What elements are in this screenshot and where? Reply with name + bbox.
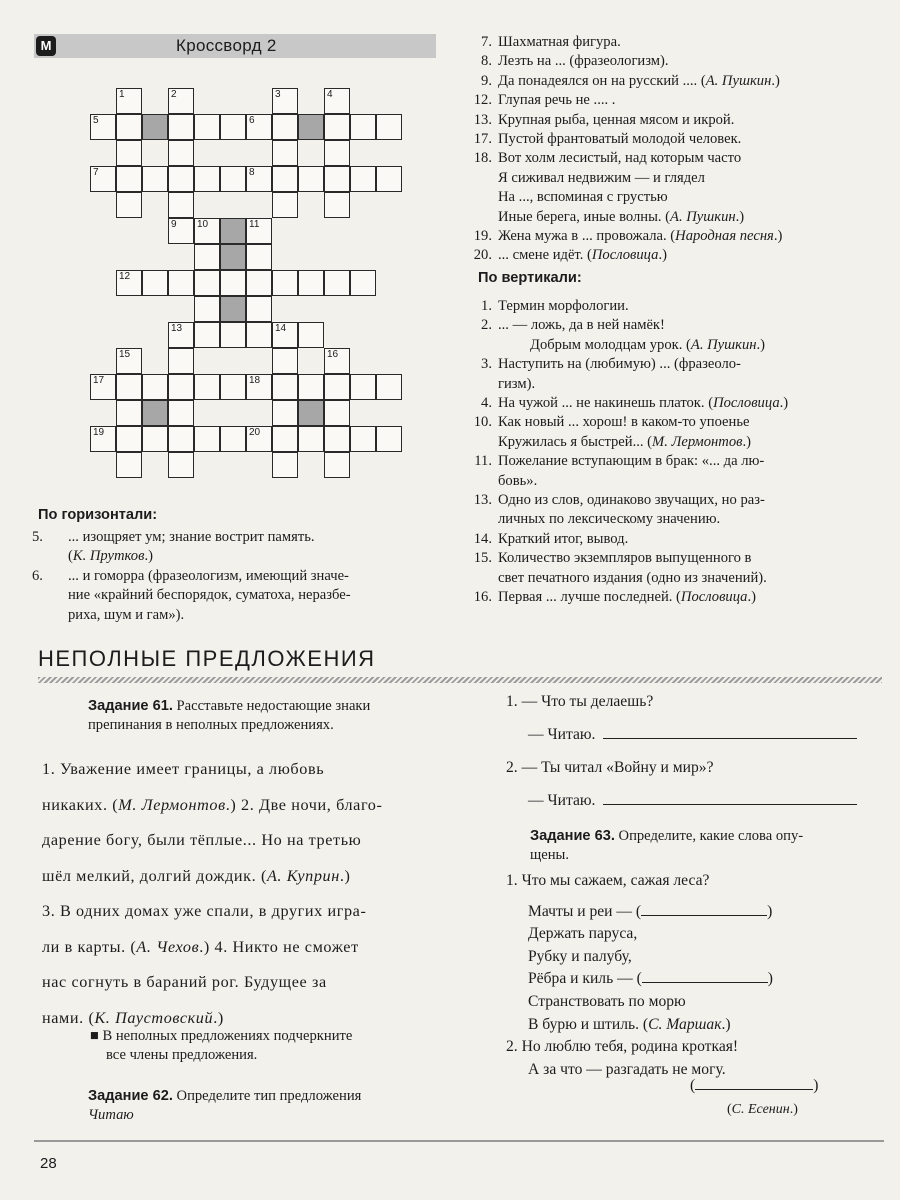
- clue-h-right: Иные берега, иные волны. (А. Пушкин.): [498, 208, 745, 225]
- task-61-note: ■ В неполных предложениях подчеркните все члены предложения.: [90, 1028, 353, 1063]
- crossword-cell[interactable]: [90, 426, 116, 452]
- clue-v: 2. ... — ложь, да в ней намёк! Добрым молодцам урок. (А. Пушкин.): [481, 317, 766, 353]
- crossword-cell[interactable]: [324, 400, 350, 426]
- crossword-cell[interactable]: [168, 114, 194, 140]
- task-61-header: Задание 61. Расставьте недостающие знаки препинания в неполных предложениях.: [88, 698, 371, 733]
- answer-blank-3[interactable]: [695, 1089, 813, 1090]
- answer-blank-2[interactable]: [642, 982, 768, 983]
- cell-number: 18: [249, 375, 261, 386]
- clue-v: 4. На чужой ... не накинешь платок. (Пословица.): [481, 395, 789, 412]
- clue-h-right: 12. Глупая речь не .... .: [473, 92, 616, 109]
- clue-h-right: 20. ... смене идёт. (Пословица.): [473, 247, 667, 264]
- task-63-header: Задание 63. Определите, какие слова опу- щены.: [530, 828, 804, 863]
- cell-number: 4: [327, 89, 333, 100]
- crossword-cell[interactable]: [168, 270, 194, 296]
- crossword-cell[interactable]: [246, 374, 272, 400]
- crossword-cell[interactable]: [324, 140, 350, 166]
- crossword-cell[interactable]: [376, 426, 402, 452]
- crossword-cell[interactable]: [272, 88, 298, 114]
- cell-number: 9: [171, 219, 177, 230]
- crossword-cell[interactable]: [272, 114, 298, 140]
- clue-v: 1. Термин морфологии.: [481, 298, 629, 314]
- answer-blank-1[interactable]: [641, 915, 767, 916]
- clue-h-right: На ..., вспоминая с грустью: [498, 189, 668, 206]
- crossword-cell[interactable]: [194, 114, 220, 140]
- vertical-heading: По вертикали:: [478, 270, 582, 286]
- crossword-cell[interactable]: [324, 192, 350, 218]
- crossword-cell[interactable]: [194, 296, 220, 322]
- crossword-cell[interactable]: [116, 166, 142, 192]
- crossword-cell[interactable]: [220, 270, 246, 296]
- horizontal-clues-left: 5. ... изощряет ум; знание вострит память. (К. Прутков.) 6. ... и гоморра (фразеологизм, имеющий значе- ние «крайний беспорядок, суматоха, неразбе- риха, шум и гам»).: [38, 528, 438, 625]
- page-number: 28: [40, 1155, 57, 1172]
- crossword-cell[interactable]: [324, 452, 350, 478]
- clue-v: 14. Краткий итог, вывод.: [473, 530, 629, 547]
- task-62-header: Задание 62. Определите тип предложения Читаю: [88, 1088, 362, 1123]
- crossword-cell[interactable]: [194, 244, 220, 270]
- crossword-cell[interactable]: [324, 348, 350, 374]
- clue-h-right: 17. Пустой франтоватый молодой человек.: [473, 131, 742, 148]
- cell-number: 13: [171, 323, 183, 334]
- cell-number: 16: [327, 349, 339, 360]
- crossword-cell[interactable]: [168, 322, 194, 348]
- crossword-cell[interactable]: [220, 218, 246, 244]
- crossword-cell[interactable]: [272, 400, 298, 426]
- vertical-clues: [468, 297, 888, 608]
- crossword-cell[interactable]: [116, 348, 142, 374]
- crossword-cell[interactable]: [194, 374, 220, 400]
- crossword-cell[interactable]: [142, 114, 168, 140]
- cell-number: 15: [119, 349, 131, 360]
- answer-line-1[interactable]: [603, 738, 857, 739]
- crossword-cell[interactable]: [246, 270, 272, 296]
- clue-h-right: 8. Лезть на ... (фразеологизм).: [481, 53, 669, 70]
- crossword-cell[interactable]: [324, 270, 350, 296]
- crossword-cell[interactable]: [246, 426, 272, 452]
- crossword-cell[interactable]: [142, 270, 168, 296]
- cell-number: 17: [93, 375, 105, 386]
- cell-number: 1: [119, 89, 125, 100]
- crossword-cell[interactable]: [220, 166, 246, 192]
- clue-v: 3. Наступить на (любимую) ... (фразеоло- гизм).: [481, 356, 741, 392]
- crossword-cell[interactable]: [298, 400, 324, 426]
- crossword-cell[interactable]: [220, 322, 246, 348]
- crossword-cell[interactable]: [116, 114, 142, 140]
- crossword-cell[interactable]: [324, 114, 350, 140]
- crossword-cell[interactable]: [220, 244, 246, 270]
- crossword-cell[interactable]: [298, 114, 324, 140]
- crossword-cell[interactable]: [194, 270, 220, 296]
- task-63-author: (С. Есенин.): [727, 1102, 798, 1117]
- section-title: НЕПОЛНЫЕ ПРЕДЛОЖЕНИЯ: [38, 646, 376, 671]
- crossword-cell[interactable]: [350, 426, 376, 452]
- cell-number: 2: [171, 89, 177, 100]
- crossword-cell[interactable]: [116, 452, 142, 478]
- crossword-cell[interactable]: [298, 322, 324, 348]
- crossword-cell[interactable]: [298, 426, 324, 452]
- cell-number: 20: [249, 427, 261, 438]
- crossword-cell[interactable]: [272, 192, 298, 218]
- crossword-cell[interactable]: [168, 452, 194, 478]
- crossword-cell[interactable]: [220, 374, 246, 400]
- answer-blank-3-wrap: ( ): [690, 1077, 819, 1094]
- crossword-cell[interactable]: [142, 400, 168, 426]
- crossword-cell[interactable]: [220, 426, 246, 452]
- crossword-cell[interactable]: [350, 374, 376, 400]
- logo-icon: М: [36, 36, 56, 56]
- crossword-cell[interactable]: [246, 218, 272, 244]
- cell-number: 6: [249, 115, 255, 126]
- task-62-dialog: 1. — Что ты делаешь? — Читаю. 2. — Ты читал «Войну и мир»? — Читаю.: [506, 692, 886, 810]
- task-63-text: 1. Что мы сажаем, сажая леса? Мачты и реи — ( ) Держать паруса, Рубку и палубу, Рёбра и киль — ( ) Странствовать по морю В бурю и штиль. (С. Маршак.) 2. Но люблю тебя, родина кроткая! А за что — разгадать не могу.: [506, 872, 773, 1078]
- crossword-cell[interactable]: [324, 88, 350, 114]
- crossword-cell[interactable]: [142, 166, 168, 192]
- crossword-cell[interactable]: [272, 452, 298, 478]
- crossword-cell[interactable]: [116, 140, 142, 166]
- crossword-cell[interactable]: [168, 426, 194, 452]
- crossword-cell[interactable]: [194, 166, 220, 192]
- crossword-cell[interactable]: [272, 270, 298, 296]
- cell-number: 7: [93, 167, 99, 178]
- crossword-cell[interactable]: [298, 374, 324, 400]
- crossword-cell[interactable]: [90, 374, 116, 400]
- cell-number: 12: [119, 271, 131, 282]
- crossword-cell[interactable]: [168, 218, 194, 244]
- crossword-cell[interactable]: [350, 270, 376, 296]
- answer-line-2[interactable]: [603, 804, 857, 805]
- crossword-cell[interactable]: [116, 426, 142, 452]
- crossword-cell[interactable]: [116, 88, 142, 114]
- crossword-cell[interactable]: [246, 296, 272, 322]
- clue-h-right: 7. Шахматная фигура.: [481, 34, 621, 50]
- crossword-cell[interactable]: [298, 270, 324, 296]
- crossword-cell[interactable]: [220, 296, 246, 322]
- task-61-text: 1. Уважение имеет границы, а любовь никаких. (М. Лермонтов.) 2. Две ночи, благо- дарение богу, были тёплые... Но на третью шёл мелкий, долгий дождик. (А. Куприн.) 3. В одних домах уже спали, в других игра- ли в карты. (А. Чехов.) 4. Никто не сможет нас согнуть в бараний рог. Будущее за нами. (К. Паустовский.): [42, 760, 383, 1027]
- crossword-cell[interactable]: [142, 374, 168, 400]
- crossword-cell[interactable]: [168, 348, 194, 374]
- crossword-cell[interactable]: [298, 166, 324, 192]
- crossword-cell[interactable]: [168, 88, 194, 114]
- cell-number: 19: [93, 427, 105, 438]
- crossword-cell[interactable]: [116, 270, 142, 296]
- crossword-cell[interactable]: [324, 166, 350, 192]
- crossword-cell[interactable]: [272, 374, 298, 400]
- section-divider: [38, 677, 882, 683]
- cell-number: 14: [275, 323, 287, 334]
- cell-number: 11: [249, 219, 260, 230]
- crossword-cell[interactable]: [246, 114, 272, 140]
- crossword-cell[interactable]: [246, 322, 272, 348]
- clue-h5: 5. ... изощряет ум; знание вострит память.: [32, 529, 315, 545]
- clue-v: 11. Пожелание вступающим в брак: «... да лю- бовь».: [474, 453, 765, 489]
- crossword-cell[interactable]: [376, 166, 402, 192]
- clue-v: 13. Одно из слов, одинаково звучащих, но раз- личных по лексическому значению.: [473, 492, 765, 528]
- clue-v: 16. Первая ... лучше последней. (Пословица.): [473, 589, 756, 606]
- crossword-cell[interactable]: [324, 374, 350, 400]
- crossword-cell[interactable]: [116, 374, 142, 400]
- crossword-cell[interactable]: [90, 166, 116, 192]
- crossword-cell[interactable]: [246, 244, 272, 270]
- crossword-cell[interactable]: [376, 374, 402, 400]
- clue-h6: 6. ... и гоморра (фразеологизм, имеющий значе-: [32, 567, 349, 584]
- crossword-cell[interactable]: [272, 348, 298, 374]
- crossword-cell[interactable]: [168, 192, 194, 218]
- crossword-cell[interactable]: [350, 166, 376, 192]
- cell-number: 10: [197, 219, 209, 230]
- clue-h-right: 19. Жена мужа в ... провожала. (Народная песня.): [473, 228, 783, 245]
- crossword-cell[interactable]: [168, 400, 194, 426]
- crossword-cell[interactable]: [194, 426, 220, 452]
- cell-number: 8: [249, 167, 255, 178]
- cell-number: 5: [93, 115, 99, 126]
- crossword-cell[interactable]: [220, 114, 246, 140]
- clue-h-right: Я сиживал недвижим — и глядел: [498, 169, 705, 186]
- horizontal-clues-right: [468, 33, 888, 266]
- clue-h-right: 9. Да понадеялся он на русский .... (А. Пушкин.): [481, 72, 780, 89]
- crossword-cell[interactable]: [194, 218, 220, 244]
- crossword-cell[interactable]: [142, 426, 168, 452]
- crossword-cell[interactable]: [116, 192, 142, 218]
- crossword-cell[interactable]: [272, 322, 298, 348]
- crossword-cell[interactable]: [168, 374, 194, 400]
- crossword-cell[interactable]: [272, 166, 298, 192]
- crossword-cell[interactable]: [324, 426, 350, 452]
- horizontal-heading: По горизонтали:: [38, 507, 158, 523]
- crossword-cell[interactable]: [90, 114, 116, 140]
- clue-v: 15. Количество экземпляров выпущенного в свет печатного издания (одно из значений).: [473, 550, 767, 586]
- crossword-cell[interactable]: [350, 114, 376, 140]
- clue-h-right: 18. Вот холм лесистый, над которым часто: [473, 150, 742, 167]
- crossword-title: Кроссворд 2: [176, 36, 277, 55]
- crossword-cell[interactable]: [168, 140, 194, 166]
- clue-v: 10. Как новый ... хорош! в каком-то упоенье Кружилась я быстрей... (М. Лермонтов.): [473, 414, 751, 450]
- crossword-cell[interactable]: [168, 166, 194, 192]
- cell-number: 3: [275, 89, 281, 100]
- crossword-cell[interactable]: [246, 166, 272, 192]
- clue-h-right: 13. Крупная рыба, ценная мясом и икрой.: [473, 111, 735, 128]
- crossword-cell[interactable]: [194, 322, 220, 348]
- crossword-cell[interactable]: [376, 114, 402, 140]
- crossword-cell[interactable]: [272, 426, 298, 452]
- bottom-rule: [34, 1140, 884, 1142]
- crossword-cell[interactable]: [116, 400, 142, 426]
- crossword-cell[interactable]: [272, 140, 298, 166]
